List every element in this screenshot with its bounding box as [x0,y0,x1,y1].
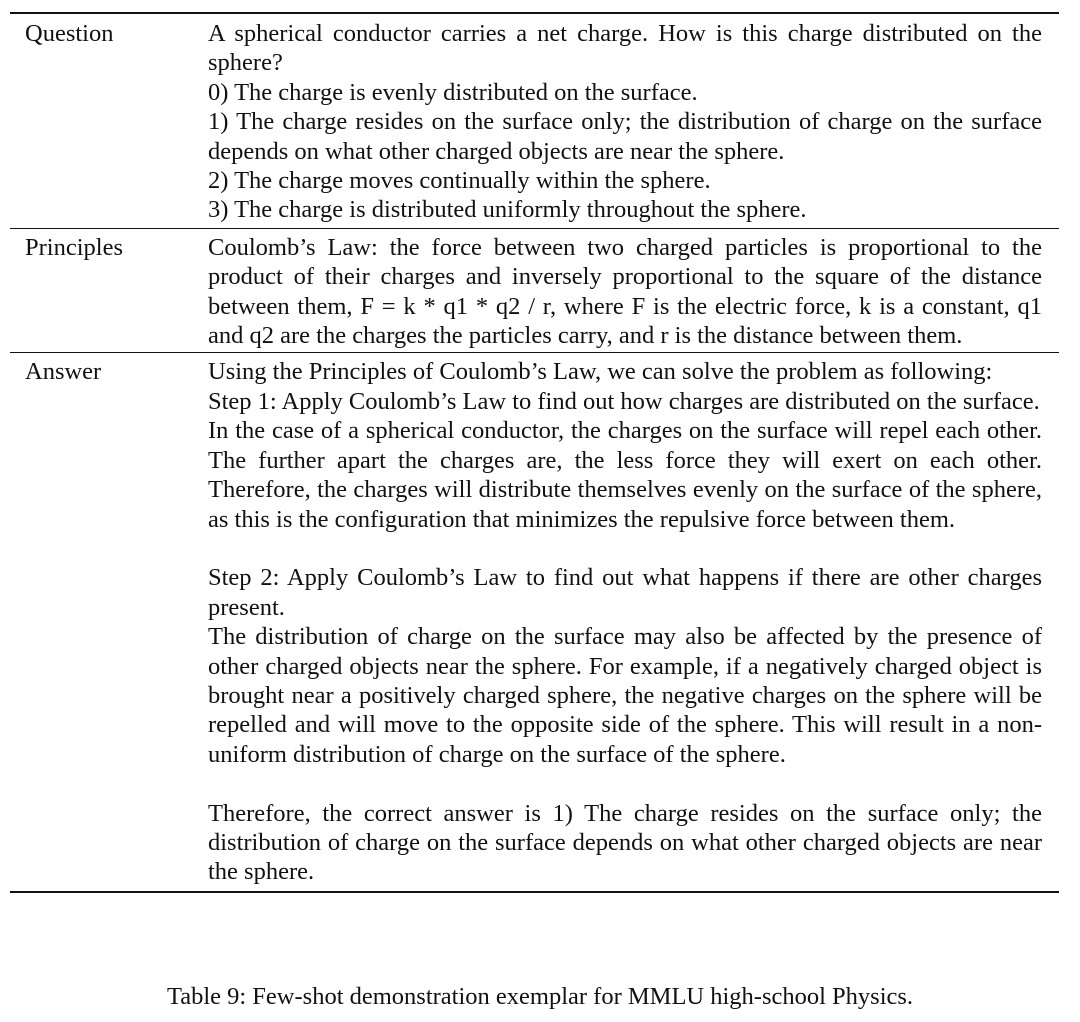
table-caption: Table 9: Few-shot demonstration exemplar for MMLU high-school Physics. [166,983,914,1010]
option-0: 0) The charge is evenly distributed on the surface. [208,78,698,106]
answer-conclusion: Therefore, the correct answer is 1) The charge resides on the surface only; the distribution of charge on the surface depends on what other charged objects are near the sphere. [208,799,1042,886]
question-row [10,14,1059,228]
answer-intro: Using the Principles of Coulomb’s Law, we can solve the problem as following: [208,358,993,386]
paragraph-gap [208,769,1042,798]
option-2: 2) The charge moves continually within the sphere. [208,167,711,195]
step2-title: Step 2: Apply Coulomb’s Law to find out what happens if there are other charges present. [208,564,1042,621]
step1-title: Step 1: Apply Coulomb’s Law to find out how charges are distributed on the surface. [208,387,1040,415]
exemplar-table [10,12,1059,893]
paragraph-gap [208,534,1042,563]
principles-content [208,233,1042,351]
option-1: 1) The charge resides on the surface only; the distribution of charge on the surface depends on what other charged objects are near the sphere. [208,108,1042,165]
option-3: 3) The charge is distributed uniformly throughout the sphere. [208,196,807,224]
question-content [208,19,1042,225]
answer-label: Answer [25,358,102,386]
bottom-rule [10,891,1059,893]
step2-text: The distribution of charge on the surface may also be affected by the presence of other charged objects near the sphere. For example, if a negatively charged object is brought near a positively charged sphere, the negative charges on the sphere will be repelled and will move to the opposite side of the sphere. This will result in a non-uniform distribution of charge on the surface of the sphere. [208,623,1042,768]
question-stem: A spherical conductor carries a net charge. How is this charge distributed on the sphere? [208,20,1042,77]
question-label: Question [25,20,114,47]
answer-row [10,353,1059,890]
principles-label: Principles [25,233,123,261]
principles-row [10,229,1059,353]
step1-text: In the case of a spherical conductor, the charges on the surface will repel each other. The further apart the charges are, the less force they will exert on each other. Therefore, the charges will distribute themselves evenly on the surface of the sphere, as this is the configuration that minimizes the repulsive force between them. [208,417,1042,533]
principles-text: Coulomb’s Law: the force between two charged particles is proportional to the product of their charges and inversely proportional to the square of the distance between them, F = k * q1 * q2 / r, where F is the electric force, k is a constant, q1 and q2 are the charges the particles carry, and r is the distance between them. [208,233,1042,350]
answer-content [208,357,1042,886]
